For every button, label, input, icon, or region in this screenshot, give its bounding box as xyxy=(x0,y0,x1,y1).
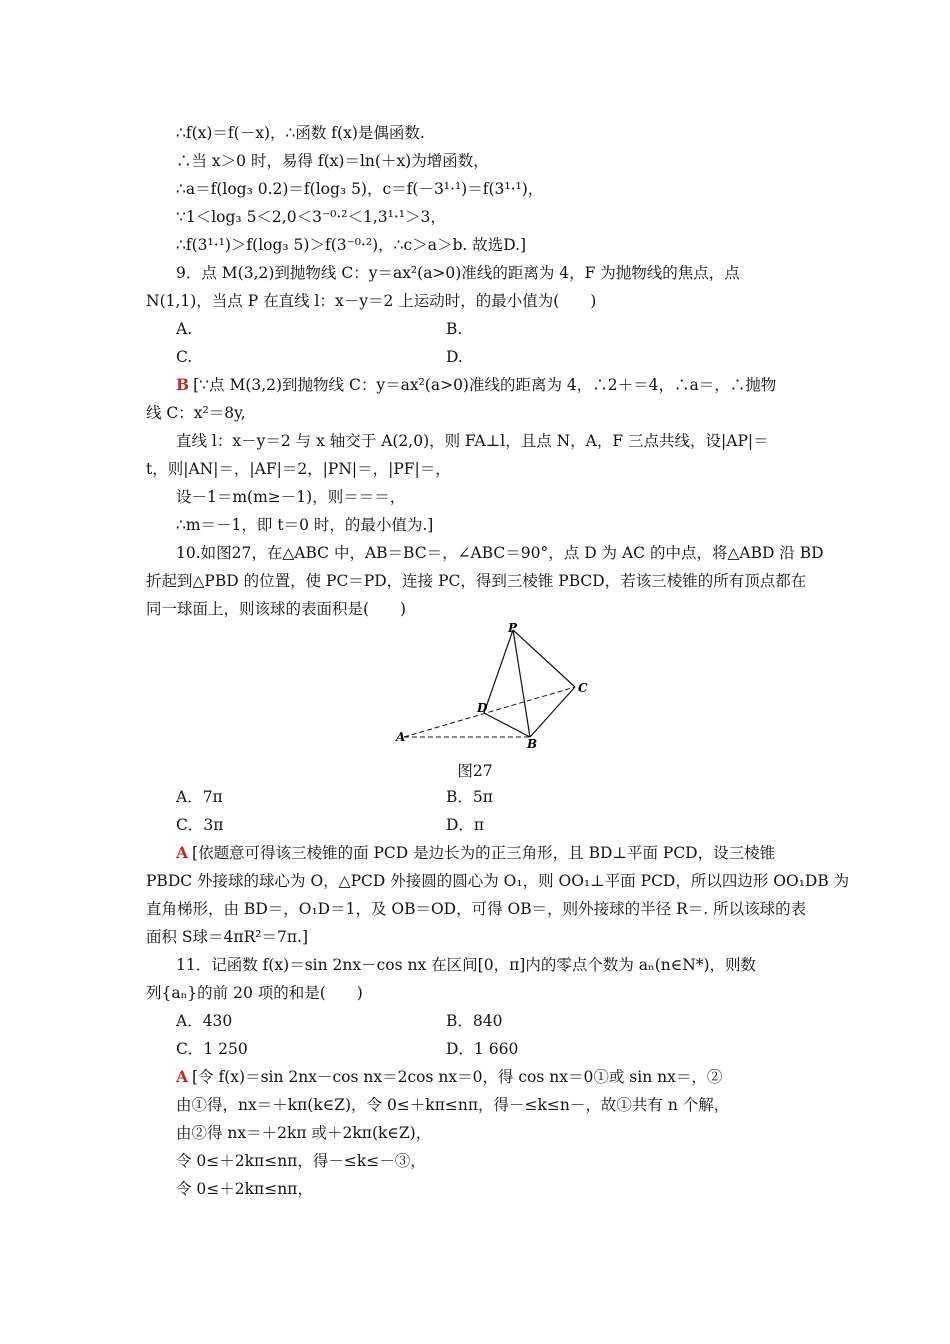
question-11-line: 列{aₙ}的前 20 项的和是( ) xyxy=(146,984,363,1002)
solution-9-line: B [∵点 M(3,2)到抛物线 C：y＝ax²(a>0)准线的距离为 4，∴2＋＝4，∴a＝，∴抛物 xyxy=(176,375,777,394)
answer-letter: A xyxy=(176,843,189,862)
figure-caption: 图27 xyxy=(457,762,493,780)
text-line: ∴a＝f(log₃ 0.2)＝f(log₃ 5)，c＝f(－3¹·¹)＝f(3¹·¹)， xyxy=(176,180,544,198)
label-d: D xyxy=(477,701,488,715)
solution-10-line: 直角梯形，由 BD＝，O₁D＝1，及 OB＝OD，可得 OB＝，则外接球的半径 R＝. 所以该球的表 xyxy=(146,900,807,918)
question-11-line: 11．记函数 f(x)＝sin 2nx－cos nx 在区间[0，π]内的零点个数为 aₙ(n∈N*)，则数 xyxy=(176,956,757,974)
solution-9-line: 线 C：x²＝8y, xyxy=(146,404,246,422)
option-b: B．5π xyxy=(446,788,493,806)
edge-pb xyxy=(513,630,530,737)
solution-11-line: A [令 f(x)＝sin 2nx－cos nx＝2cos nx＝0，得 cos nx＝0①或 sin nx＝，② xyxy=(176,1067,723,1086)
label-p: P xyxy=(508,621,518,635)
question-9-line: N(1,1)，当点 P 在直线 l：x－y＝2 上运动时，的最小值为( ) xyxy=(146,292,597,310)
option-d: D．π xyxy=(446,816,485,834)
option-c: C．3π xyxy=(176,816,224,834)
question-10-line: 折起到△PBD 的位置，使 PC＝PD，连接 PC，得到三棱锥 PBCD，若该三棱锥的所有顶点都在 xyxy=(146,572,807,590)
option-d: D. xyxy=(446,348,463,366)
question-9-line: 9．点 M(3,2)到抛物线 C：y＝ax²(a>0)准线的距离为 4，F 为抛物线的焦点，点 xyxy=(176,264,740,282)
text-line: ∴当 x＞0 时，易得 f(x)＝ln(＋x)为增函数， xyxy=(176,152,489,170)
solution-11-line: 令 0≤＋2kπ≤nπ， xyxy=(176,1180,313,1198)
pyramid-figure xyxy=(380,615,600,755)
solution-10-line: PBDC 外接球的球心为 O，△PCD 外接圆的圆心为 O₁，则 OO₁⊥平面 PCD，所以四边形 OO₁DB 为 xyxy=(146,872,850,890)
edge-db xyxy=(484,713,530,737)
option-d: D．1 660 xyxy=(446,1040,519,1058)
solution-9-line: 设－1＝m(m≥－1)，则＝＝＝， xyxy=(176,488,406,506)
text-line: ∵1＜log₃ 5＜2,0＜3⁻⁰·²＜1,3¹·¹＞3， xyxy=(176,208,446,226)
label-c: C xyxy=(578,681,588,695)
option-a: A．7π xyxy=(176,788,223,806)
question-10-line: 10.如图27，在△ABC 中，AB＝BC＝，∠ABC＝90°，点 D 为 AC 的中点，将△ABD 沿 BD xyxy=(176,544,824,562)
option-b: B. xyxy=(446,320,463,338)
solution-10-line: A [依题意可得该三棱锥的面 PCD 是边长为的正三角形，且 BD⊥平面 PCD，设三棱锥 xyxy=(176,843,776,862)
option-c: C．1 250 xyxy=(176,1040,248,1058)
solution-11-line: 令 0≤＋2kπ≤nπ，得－≤k≤－③， xyxy=(176,1152,426,1170)
option-a: A．430 xyxy=(176,1012,233,1030)
label-b: B xyxy=(527,737,538,751)
option-a: A. xyxy=(176,320,193,338)
solution-9-line: t，则|AN|＝，|AF|＝2，|PN|＝，|PF|＝， xyxy=(146,460,451,478)
solution-9-line: ∴m＝－1，即 t＝0 时，的最小值为.] xyxy=(176,516,434,534)
solution-10-line: 面积 S球＝4πR²＝7π.] xyxy=(146,928,309,946)
solution-9-line: 直线 l：x－y＝2 与 x 轴交于 A(2,0)，则 FA⊥l，且点 N，A，F 三点共线，设|AP|＝ xyxy=(176,432,769,450)
question-10-line: 同一球面上，则该球的表面积是( ) xyxy=(146,600,407,618)
solution-11-line: 由②得 nx＝＋2kπ 或＋2kπ(k∈Z)， xyxy=(176,1124,432,1142)
answer-letter: A xyxy=(176,1067,189,1086)
edge-pc xyxy=(513,630,575,687)
edge-cb xyxy=(530,687,575,737)
option-c: C. xyxy=(176,348,193,366)
answer-letter: B xyxy=(176,375,190,394)
option-b: B．840 xyxy=(446,1012,503,1030)
text-line: ∴f(x)＝f(－x)，∴函数 f(x)是偶函数. xyxy=(176,124,425,142)
solution-11-line: 由①得，nx＝＋kπ(k∈Z)，令 0≤＋kπ≤nπ，得－≤k≤n－，故①共有 n 个解， xyxy=(176,1096,730,1114)
edge-pd xyxy=(484,630,513,713)
text-line: ∴f(3¹·¹)＞f(log₃ 5)＞f(3⁻⁰·²)，∴c＞a＞b. 故选D.] xyxy=(176,236,527,254)
label-a: A xyxy=(396,730,406,744)
edge-ac-dashed xyxy=(404,687,575,737)
